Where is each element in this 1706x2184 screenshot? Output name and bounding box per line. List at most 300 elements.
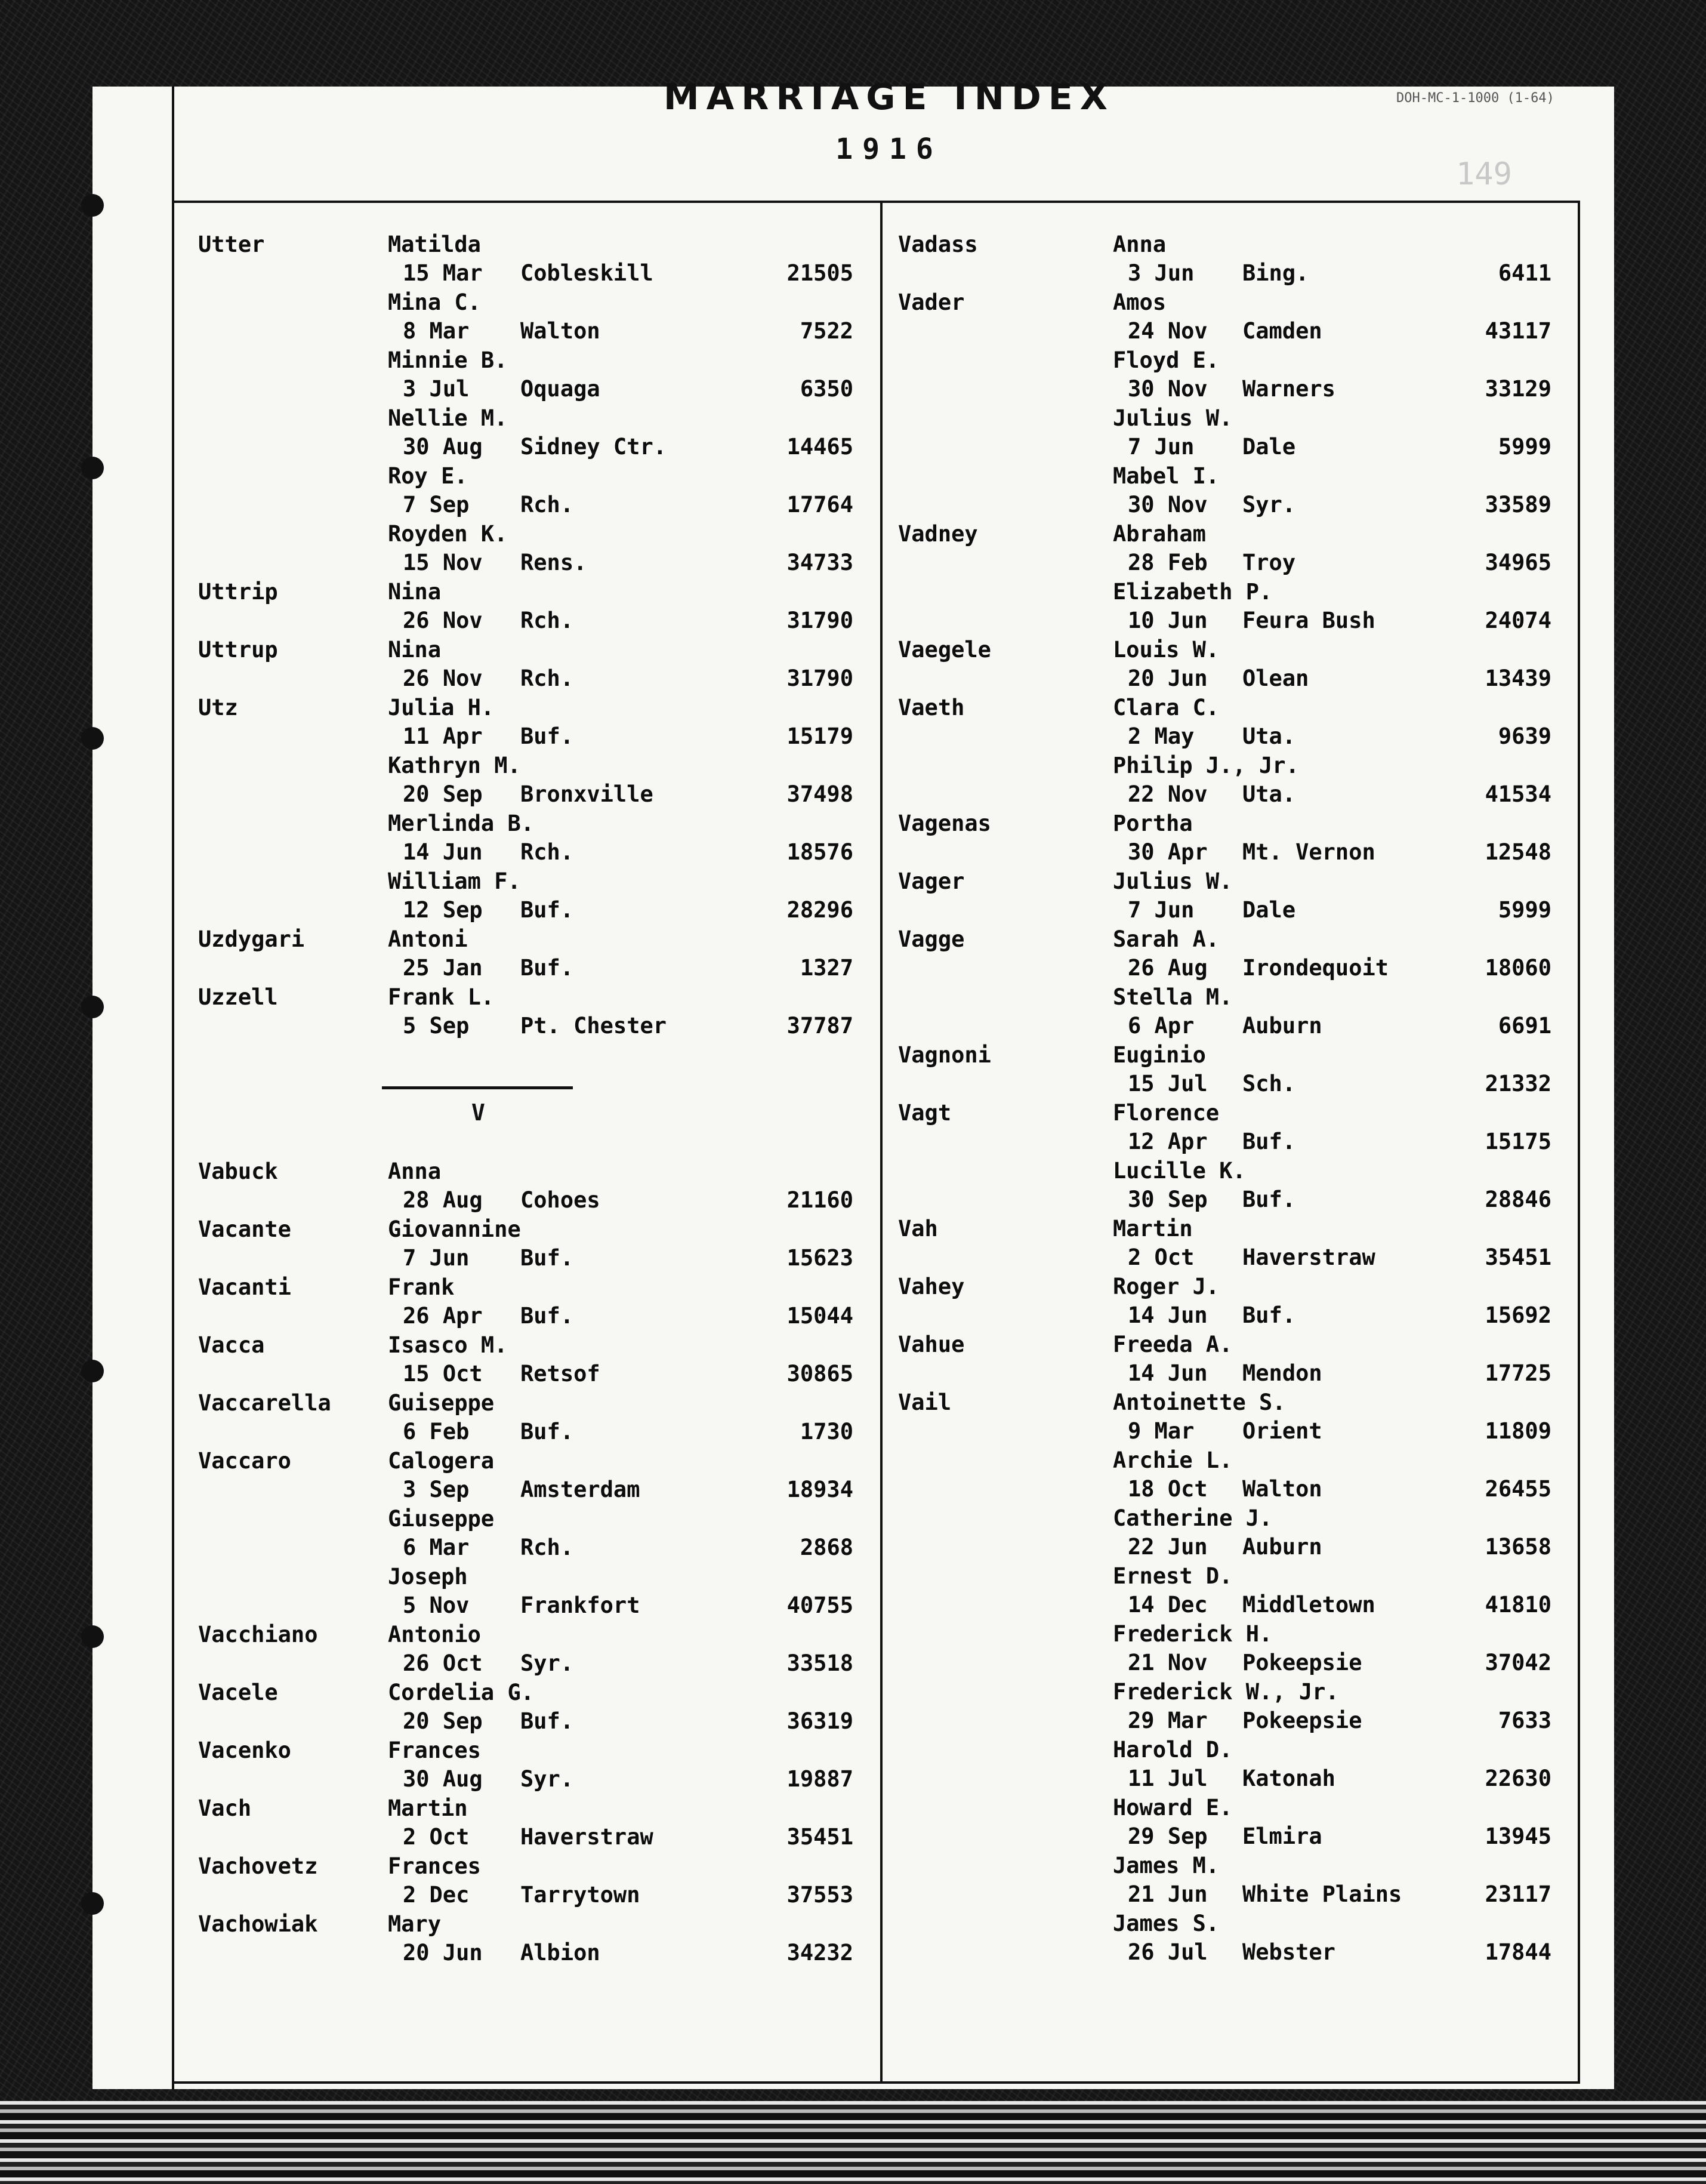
scan-bottom-band — [0, 2101, 1706, 2184]
marriage-place: Syr. — [520, 1766, 574, 1792]
given-name: Sarah A. — [1113, 926, 1220, 952]
given-name: James S. — [1113, 1911, 1220, 1936]
marriage-date: 14 Dec — [1128, 1592, 1208, 1618]
certificate-number: 19887 — [786, 1766, 853, 1792]
given-name: Freeda A. — [1113, 1332, 1233, 1357]
marriage-date: 3 Jul — [403, 376, 470, 402]
certificate-number: 34965 — [1485, 550, 1551, 575]
given-name: Harold D. — [1113, 1737, 1233, 1763]
marriage-date: 14 Jun — [1128, 1302, 1208, 1328]
surname: Vah — [898, 1216, 938, 1242]
marriage-date: 7 Jun — [1128, 434, 1195, 460]
entry-detail-line — [0, 1243, 1551, 1272]
certificate-number: 34232 — [786, 1940, 853, 1966]
certificate-number: 6691 — [1498, 1013, 1551, 1039]
entry-detail-line — [0, 606, 1551, 635]
given-name: Euginio — [1113, 1042, 1206, 1068]
surname: Vacenko — [198, 1738, 291, 1763]
marriage-date: 6 Apr — [1128, 1013, 1195, 1039]
marriage-place: Bronxville — [520, 781, 653, 807]
marriage-place: Cobleskill — [520, 260, 653, 286]
marriage-date: 30 Nov — [1128, 376, 1208, 402]
surname: Vachovetz — [198, 1853, 318, 1879]
surname: Vacchiano — [198, 1622, 318, 1647]
certificate-number: 33589 — [1485, 492, 1551, 517]
marriage-place: Auburn — [1242, 1013, 1322, 1039]
surname: Vaccarella — [198, 1390, 331, 1416]
marriage-place: Olean — [1242, 666, 1309, 691]
entry-detail-line — [0, 375, 1551, 403]
surname: Vahue — [898, 1332, 965, 1357]
given-name: Martin — [388, 1795, 468, 1821]
column-divider — [880, 201, 883, 2084]
marriage-place: Buf. — [1242, 1302, 1296, 1328]
binder-hole — [81, 194, 104, 217]
marriage-place: Walton — [520, 318, 600, 344]
marriage-place: Amsterdam — [520, 1477, 640, 1502]
marriage-date: 12 Sep — [403, 897, 483, 923]
entry-name-line — [0, 404, 1233, 433]
marriage-date: 15 Mar — [403, 260, 483, 286]
certificate-number: 18934 — [786, 1477, 853, 1502]
marriage-date: 26 Nov — [403, 666, 483, 691]
certificate-number: 41810 — [1485, 1592, 1551, 1618]
entry-name-line — [0, 1041, 1206, 1070]
marriage-date: 21 Jun — [1128, 1881, 1208, 1907]
entry-detail-line — [0, 1880, 1551, 1909]
entry-name-line — [0, 1099, 1220, 1128]
entry-name-line — [0, 230, 1167, 259]
given-name: Roy E. — [388, 463, 468, 489]
surname: Vadass — [898, 232, 978, 257]
entry-detail-line — [0, 1359, 1551, 1388]
certificate-number: 40755 — [786, 1592, 853, 1618]
marriage-place: Camden — [1242, 318, 1322, 344]
entry-detail-line — [0, 954, 1551, 982]
given-name: Howard E. — [1113, 1795, 1233, 1820]
marriage-place: Walton — [1242, 1476, 1322, 1502]
entry-name-line — [0, 520, 1206, 549]
certificate-number: 37498 — [786, 781, 853, 807]
marriage-place: Bing. — [1242, 260, 1309, 286]
given-name: Philip J., Jr. — [1113, 753, 1299, 778]
certificate-number: 14465 — [786, 434, 853, 460]
marriage-place: Frankfort — [520, 1592, 640, 1618]
given-name: Matilda — [388, 232, 481, 257]
certificate-number: 26455 — [1485, 1476, 1551, 1502]
entry-detail-line — [0, 549, 1551, 577]
given-name: Frances — [388, 1738, 481, 1763]
entry-name-line — [0, 1562, 1233, 1591]
certificate-number: 21505 — [786, 260, 853, 286]
marriage-place: Pokeepsie — [1242, 1708, 1362, 1733]
given-name: Antoni — [388, 926, 468, 952]
page-year: 1916 — [835, 133, 943, 166]
marriage-place: Auburn — [1242, 1534, 1322, 1560]
given-name: Royden K. — [388, 521, 508, 547]
marriage-date: 11 Jul — [1128, 1766, 1208, 1791]
marriage-date: 30 Aug — [403, 1766, 483, 1792]
marriage-date: 20 Jun — [1128, 666, 1208, 691]
marriage-place: Uta. — [1242, 723, 1296, 749]
certificate-number: 35451 — [786, 1824, 853, 1850]
marriage-place: Webster — [1242, 1939, 1335, 1965]
given-name: Frederick W., Jr. — [1113, 1679, 1339, 1705]
certificate-number: 1730 — [800, 1419, 853, 1444]
marriage-place: Katonah — [1242, 1766, 1335, 1791]
marriage-place: Buf. — [520, 1245, 574, 1271]
surname: Uzzell — [198, 984, 278, 1010]
marriage-date: 6 Mar — [403, 1535, 470, 1560]
certificate-number: 21160 — [786, 1187, 853, 1213]
marriage-place: Rens. — [520, 550, 587, 575]
entry-name-line — [0, 636, 1220, 664]
entry-name-line — [0, 346, 1220, 375]
marriage-place: Buf. — [1242, 1129, 1296, 1154]
marriage-date: 20 Jun — [403, 1940, 483, 1966]
entry-detail-line — [0, 896, 1551, 925]
given-name: Roger J. — [1113, 1274, 1220, 1299]
marriage-date: 6 Feb — [403, 1419, 470, 1444]
marriage-place: Sch. — [1242, 1071, 1296, 1096]
marriage-place: Buf. — [1242, 1187, 1296, 1212]
surname: Vacca — [198, 1332, 265, 1358]
marriage-place: Tarrytown — [520, 1882, 640, 1908]
marriage-place: Buf. — [520, 723, 574, 749]
marriage-date: 26 Oct — [403, 1650, 483, 1676]
marriage-place: Haverstraw — [520, 1824, 653, 1850]
certificate-number: 28296 — [786, 897, 853, 923]
given-name: Mabel I. — [1113, 463, 1220, 489]
marriage-date: 8 Mar — [403, 318, 470, 344]
marriage-date: 30 Aug — [403, 434, 483, 460]
certificate-number: 31790 — [786, 666, 853, 691]
marriage-date: 28 Aug — [403, 1187, 483, 1213]
entry-detail-line — [0, 1070, 1551, 1098]
marriage-date: 12 Apr — [1128, 1129, 1208, 1154]
entry-detail-line — [0, 317, 1551, 346]
entry-name-line — [0, 1504, 1273, 1533]
entry-detail-line — [0, 1822, 1551, 1851]
certificate-number: 23117 — [1485, 1881, 1551, 1907]
marriage-place: Sidney Ctr. — [520, 434, 667, 460]
given-name: Nellie M. — [388, 405, 508, 431]
marriage-place: Cohoes — [520, 1187, 600, 1213]
entry-name-line — [0, 1446, 1233, 1475]
given-name: Giovannine — [388, 1216, 521, 1242]
given-name: Frederick H. — [1113, 1621, 1273, 1647]
certificate-number: 33518 — [786, 1650, 853, 1676]
given-name: Merlinda B. — [388, 811, 535, 836]
marriage-date: 7 Sep — [403, 492, 470, 517]
given-name: Frank L. — [388, 984, 495, 1010]
surname: Vagnoni — [898, 1042, 991, 1068]
certificate-number: 18576 — [786, 839, 853, 865]
marriage-place: Buf. — [520, 955, 574, 981]
entry-detail-line — [0, 1301, 1551, 1330]
entry-detail-line — [0, 838, 1551, 867]
surname: Uzdygari — [198, 926, 305, 952]
entry-detail-line — [0, 1706, 1551, 1735]
entry-name-line — [0, 1157, 1246, 1185]
given-name: Portha — [1113, 811, 1193, 836]
given-name: Mary — [388, 1911, 442, 1937]
marriage-place: Troy — [1242, 550, 1296, 575]
entry-name-line — [0, 1388, 1286, 1417]
certificate-number: 11809 — [1485, 1418, 1551, 1444]
certificate-number: 17764 — [786, 492, 853, 517]
entry-detail-line — [0, 1649, 1551, 1677]
given-name: Abraham — [1113, 521, 1206, 547]
certificate-number: 37787 — [786, 1013, 853, 1039]
given-name: Catherine J. — [1113, 1505, 1273, 1531]
marriage-date: 18 Oct — [1128, 1476, 1208, 1502]
entry-detail-line — [0, 1591, 1551, 1619]
certificate-number: 2868 — [800, 1535, 853, 1560]
given-name: Floyd E. — [1113, 347, 1220, 373]
given-name: Guiseppe — [388, 1390, 495, 1416]
page-title: MARRIAGE INDEX — [663, 76, 1115, 118]
surname: Vagt — [898, 1100, 952, 1126]
marriage-place: Dale — [1242, 897, 1296, 923]
marriage-place: Feura Bush — [1242, 608, 1375, 633]
marriage-date: 9 Mar — [1128, 1418, 1195, 1444]
marriage-date: 22 Nov — [1128, 781, 1208, 807]
entry-name-line — [0, 925, 1220, 954]
entry-detail-line — [0, 1475, 1551, 1504]
surname: Vachowiak — [198, 1911, 318, 1937]
marriage-date: 24 Nov — [1128, 318, 1208, 344]
surname: Vaccaro — [198, 1448, 291, 1474]
entry-name-line — [0, 1678, 1339, 1706]
marriage-date: 29 Mar — [1128, 1708, 1208, 1733]
certificate-number: 6350 — [800, 376, 853, 402]
given-name: Julius W. — [1113, 405, 1233, 431]
certificate-number: 33129 — [1485, 376, 1551, 402]
given-name: Mina C. — [388, 289, 481, 315]
marriage-date: 15 Nov — [403, 550, 483, 575]
given-name: Frances — [388, 1853, 481, 1879]
entry-detail-line — [0, 1185, 1551, 1214]
marriage-place: Pokeepsie — [1242, 1650, 1362, 1675]
surname: Vager — [898, 868, 965, 894]
marriage-date: 14 Jun — [403, 839, 483, 865]
marriage-place: Retsof — [520, 1361, 600, 1387]
marriage-date: 30 Apr — [1128, 839, 1208, 865]
certificate-number: 41534 — [1485, 781, 1551, 807]
given-name: Julia H. — [388, 695, 495, 720]
entry-detail-line — [0, 491, 1551, 519]
given-name: Minnie B. — [388, 347, 508, 373]
entry-name-line — [0, 1215, 1193, 1243]
certificate-number: 17844 — [1485, 1939, 1551, 1965]
surname: Vacante — [198, 1216, 291, 1242]
marriage-place: Irondequoit — [1242, 955, 1389, 981]
marriage-place: Buf. — [520, 1419, 574, 1444]
entry-name-line — [0, 578, 1273, 606]
marriage-place: Middletown — [1242, 1592, 1375, 1618]
marriage-date: 21 Nov — [1128, 1650, 1208, 1675]
marriage-date: 7 Jun — [1128, 897, 1195, 923]
marriage-place: Buf. — [520, 1303, 574, 1329]
certificate-number: 15179 — [786, 723, 853, 749]
marriage-date: 5 Sep — [403, 1013, 470, 1039]
surname: Vaegele — [898, 637, 991, 663]
given-name: Calogera — [388, 1448, 495, 1474]
certificate-number: 37553 — [786, 1882, 853, 1908]
marriage-date: 2 Oct — [1128, 1245, 1195, 1270]
marriage-place: Syr. — [1242, 492, 1296, 517]
certificate-number: 13945 — [1485, 1823, 1551, 1849]
given-name: Antonio — [388, 1622, 481, 1647]
marriage-date: 7 Jun — [403, 1245, 470, 1271]
marriage-place: Rch. — [520, 839, 574, 865]
certificate-number: 43117 — [1485, 318, 1551, 344]
certificate-number: 1327 — [800, 955, 853, 981]
marriage-place: Warners — [1242, 376, 1335, 402]
entry-detail-line — [0, 664, 1551, 693]
surname: Vail — [898, 1390, 952, 1415]
entry-detail-line — [0, 433, 1551, 461]
marriage-date: 3 Jun — [1128, 260, 1195, 286]
entry-name-line — [0, 1330, 1233, 1359]
surname: Utter — [198, 232, 265, 257]
marriage-place: Mendon — [1242, 1360, 1322, 1386]
given-name: Cordelia G. — [388, 1680, 535, 1705]
entry-name-line — [0, 809, 1193, 838]
marriage-place: Haverstraw — [1242, 1245, 1375, 1270]
entry-detail-line — [0, 1533, 1551, 1561]
marriage-date: 3 Sep — [403, 1477, 470, 1502]
marriage-date: 20 Sep — [403, 781, 483, 807]
marriage-date: 26 Nov — [403, 608, 483, 633]
entry-detail-line — [0, 1938, 1551, 1967]
marriage-date: 26 Apr — [403, 1303, 483, 1329]
marriage-date: 15 Oct — [403, 1361, 483, 1387]
marriage-place: Uta. — [1242, 781, 1296, 807]
marriage-place: Syr. — [520, 1650, 574, 1676]
surname: Vacanti — [198, 1274, 291, 1300]
given-name: Nina — [388, 637, 442, 663]
certificate-number: 15692 — [1485, 1302, 1551, 1328]
given-name: Lucille K. — [1113, 1158, 1246, 1184]
certificate-number: 22630 — [1485, 1766, 1551, 1791]
given-name: Stella M. — [1113, 984, 1233, 1010]
certificate-number: 36319 — [786, 1708, 853, 1734]
given-name: Florence — [1113, 1100, 1220, 1126]
marriage-place: Elmira — [1242, 1823, 1322, 1849]
marriage-date: 2 Oct — [403, 1824, 470, 1850]
entry-name-line — [0, 983, 1233, 1012]
surname: Vacele — [198, 1680, 278, 1705]
surname: Vader — [898, 289, 965, 315]
given-name: Anna — [1113, 232, 1167, 257]
entry-name-line — [0, 867, 1233, 896]
surname: Vaeth — [898, 695, 965, 720]
certificate-number: 28846 — [1485, 1187, 1551, 1212]
given-name: James M. — [1113, 1853, 1220, 1878]
entry-name-line — [0, 1736, 1233, 1764]
entry-detail-line — [0, 1764, 1551, 1793]
marriage-date: 5 Nov — [403, 1592, 470, 1618]
surname: Vagenas — [898, 811, 991, 836]
given-name: Kathryn M. — [388, 753, 521, 778]
given-name: Julius W. — [1113, 868, 1233, 894]
certificate-number: 6411 — [1498, 260, 1551, 286]
given-name: Anna — [388, 1159, 442, 1184]
surname: Vabuck — [198, 1159, 278, 1184]
certificate-number: 5999 — [1498, 434, 1551, 460]
certificate-number: 34733 — [786, 550, 853, 575]
entry-detail-line — [0, 722, 1551, 751]
marriage-date: 29 Sep — [1128, 1823, 1208, 1849]
marriage-place: Pt. Chester — [520, 1013, 667, 1039]
certificate-number: 7522 — [800, 318, 853, 344]
certificate-number: 24074 — [1485, 608, 1551, 633]
given-name: William F. — [388, 868, 521, 894]
certificate-number: 12548 — [1485, 839, 1551, 865]
entry-name-line — [0, 694, 1220, 722]
certificate-number: 31790 — [786, 608, 853, 633]
surname: Uttrip — [198, 579, 278, 605]
marriage-date: 20 Sep — [403, 1708, 483, 1734]
given-name: Nina — [388, 579, 442, 605]
marriage-date: 11 Apr — [403, 723, 483, 749]
marriage-place: Rch. — [520, 492, 574, 517]
certificate-number: 15623 — [786, 1245, 853, 1271]
entry-detail-line — [0, 1417, 1551, 1446]
surname: Vach — [198, 1795, 252, 1821]
marriage-place: Rch. — [520, 1535, 574, 1560]
marriage-place: Rch. — [520, 608, 574, 633]
entry-name-line — [0, 288, 1167, 317]
given-name: Ernest D. — [1113, 1563, 1233, 1589]
certificate-number: 9639 — [1498, 723, 1551, 749]
marriage-date: 15 Jul — [1128, 1071, 1208, 1096]
marriage-date: 14 Jun — [1128, 1360, 1208, 1386]
marriage-date: 2 Dec — [403, 1882, 470, 1908]
marriage-place: Orient — [1242, 1418, 1322, 1444]
marriage-place: Mt. Vernon — [1242, 839, 1375, 865]
certificate-number: 15175 — [1485, 1129, 1551, 1154]
entry-detail-line — [0, 780, 1551, 809]
marriage-place: Albion — [520, 1940, 600, 1966]
marriage-date: 28 Feb — [1128, 550, 1208, 575]
page-number: 149 — [1456, 156, 1512, 192]
surname: Vadney — [898, 521, 978, 547]
given-name: Antoinette S. — [1113, 1390, 1286, 1415]
given-name: Frank — [388, 1274, 455, 1300]
entry-name-line — [0, 1273, 1220, 1301]
certificate-number: 17725 — [1485, 1360, 1551, 1386]
certificate-number: 15044 — [786, 1303, 853, 1329]
entry-detail-line — [0, 1128, 1551, 1156]
certificate-number: 7633 — [1498, 1708, 1551, 1733]
surname: Vagge — [898, 926, 965, 952]
given-name: Clara C. — [1113, 695, 1220, 720]
certificate-number: 5999 — [1498, 897, 1551, 923]
certificate-number: 21332 — [1485, 1071, 1551, 1096]
marriage-place: White Plains — [1242, 1881, 1402, 1907]
marriage-date: 10 Jun — [1128, 608, 1208, 633]
section-letter: V — [471, 1099, 485, 1126]
entry-name-line — [0, 1794, 1233, 1822]
marriage-date: 22 Jun — [1128, 1534, 1208, 1560]
entry-name-line — [0, 462, 1220, 491]
marriage-place: Buf. — [520, 1708, 574, 1734]
entry-detail-line — [0, 259, 1551, 288]
given-name: Giuseppe — [388, 1506, 495, 1532]
